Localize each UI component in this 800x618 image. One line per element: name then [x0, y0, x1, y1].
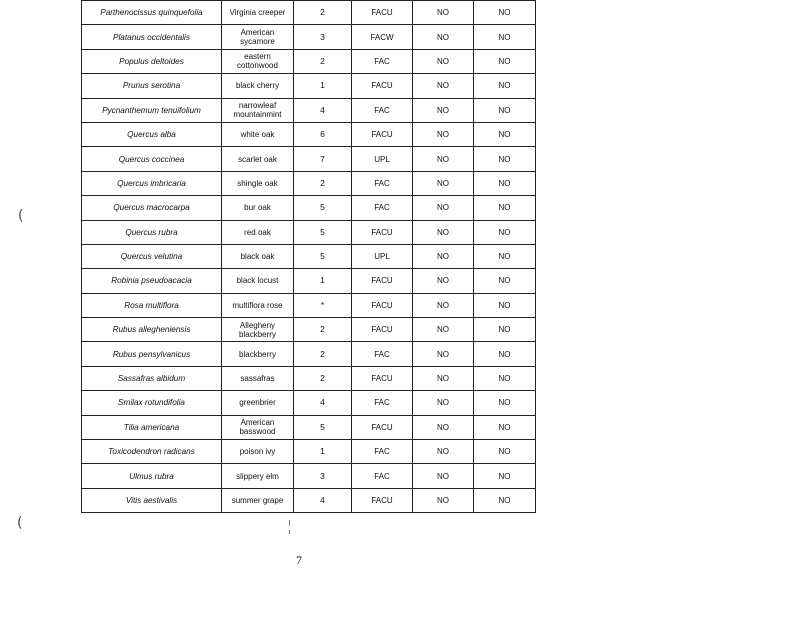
status-cell: NO — [413, 269, 474, 293]
status-cell: NO — [413, 196, 474, 220]
scientific-name-cell: Smilax rotundifolia — [82, 391, 222, 415]
table-row — [82, 25, 536, 49]
status-cell: NO — [413, 488, 474, 512]
status-cell: NO — [474, 220, 536, 244]
status-cell: NO — [474, 122, 536, 146]
table-row — [82, 440, 536, 464]
status-cell: NO — [474, 147, 536, 171]
c-value-cell: 5 — [294, 244, 352, 268]
status-cell: NO — [474, 74, 536, 98]
scientific-name-cell: Rosa multiflora — [82, 293, 222, 317]
scientific-name-cell: Populus deltoides — [82, 49, 222, 73]
table-row — [82, 415, 536, 439]
status-cell: NO — [474, 318, 536, 342]
scientific-name-cell: Tilia americana — [82, 415, 222, 439]
scientific-name-cell: Quercus velutina — [82, 244, 222, 268]
c-value-cell: * — [294, 293, 352, 317]
common-name-cell: sassafras — [222, 366, 294, 390]
status-cell: NO — [413, 220, 474, 244]
c-value-cell: 1 — [294, 269, 352, 293]
scientific-name-cell: Quercus coccinea — [82, 147, 222, 171]
wetland-indicator-cell: FACU — [352, 488, 413, 512]
scientific-name-cell: Ulmus rubra — [82, 464, 222, 488]
status-cell: NO — [413, 25, 474, 49]
status-cell: NO — [474, 366, 536, 390]
table-row — [82, 293, 536, 317]
wetland-indicator-cell: FACU — [352, 1, 413, 25]
c-value-cell: 1 — [294, 74, 352, 98]
scientific-name-cell: Prunus serotina — [82, 74, 222, 98]
status-cell: NO — [413, 293, 474, 317]
status-cell: NO — [413, 342, 474, 366]
scientific-name-cell: Rubus pensylvanicus — [82, 342, 222, 366]
common-name-cell: greenbrier — [222, 391, 294, 415]
status-cell: NO — [474, 196, 536, 220]
table-row — [82, 196, 536, 220]
scientific-name-cell: Robinia pseudoacacia — [82, 269, 222, 293]
wetland-indicator-cell: UPL — [352, 147, 413, 171]
table-row — [82, 171, 536, 195]
status-cell: NO — [474, 415, 536, 439]
common-name-cell: Allegheny blackberry — [222, 318, 294, 342]
common-name-cell: black locust — [222, 269, 294, 293]
table-row — [82, 464, 536, 488]
table-row — [82, 122, 536, 146]
common-name-cell: black cherry — [222, 74, 294, 98]
wetland-indicator-cell: FACU — [352, 269, 413, 293]
c-value-cell: 4 — [294, 98, 352, 122]
table-row — [82, 318, 536, 342]
scientific-name-cell: Parthenocissus quinquefolia — [82, 1, 222, 25]
c-value-cell: 6 — [294, 122, 352, 146]
status-cell: NO — [413, 49, 474, 73]
table-row — [82, 366, 536, 390]
c-value-cell: 5 — [294, 220, 352, 244]
scientific-name-cell: Pycnanthemum tenuifolium — [82, 98, 222, 122]
table-row — [82, 1, 536, 25]
scientific-name-cell: Quercus imbricaria — [82, 171, 222, 195]
common-name-cell: bur oak — [222, 196, 294, 220]
status-cell: NO — [413, 171, 474, 195]
common-name-cell: Virginia creeper — [222, 1, 294, 25]
common-name-cell: narrowleaf mountainmint — [222, 98, 294, 122]
status-cell: NO — [413, 464, 474, 488]
status-cell: NO — [474, 1, 536, 25]
common-name-cell: summer grape — [222, 488, 294, 512]
table-row — [82, 488, 536, 512]
scientific-name-cell: Sassafras albidum — [82, 366, 222, 390]
status-cell: NO — [474, 49, 536, 73]
c-value-cell: 1 — [294, 440, 352, 464]
scan-artifact: ( — [18, 208, 24, 224]
common-name-cell: multiflora rose — [222, 293, 294, 317]
wetland-indicator-cell: FACU — [352, 122, 413, 146]
status-cell: NO — [413, 147, 474, 171]
page-number: 7 — [296, 553, 302, 567]
status-cell: NO — [474, 391, 536, 415]
c-value-cell: 2 — [294, 366, 352, 390]
table-row — [82, 220, 536, 244]
wetland-indicator-cell: FAC — [352, 98, 413, 122]
c-value-cell: 5 — [294, 415, 352, 439]
common-name-cell: American basswood — [222, 415, 294, 439]
scientific-name-cell: Platanus occidentalis — [82, 25, 222, 49]
wetland-indicator-cell: FAC — [352, 440, 413, 464]
wetland-indicator-cell: FAC — [352, 342, 413, 366]
common-name-cell: scarlet oak — [222, 147, 294, 171]
table-row — [82, 74, 536, 98]
status-cell: NO — [413, 318, 474, 342]
common-name-cell: American sycamore — [222, 25, 294, 49]
c-value-cell: 2 — [294, 171, 352, 195]
table-row — [82, 147, 536, 171]
status-cell: NO — [474, 25, 536, 49]
table-row — [82, 98, 536, 122]
c-value-cell: 4 — [294, 488, 352, 512]
status-cell: NO — [474, 488, 536, 512]
status-cell: NO — [474, 342, 536, 366]
status-cell: NO — [474, 464, 536, 488]
status-cell: NO — [413, 415, 474, 439]
c-value-cell: 5 — [294, 196, 352, 220]
wetland-indicator-cell: UPL — [352, 244, 413, 268]
status-cell: NO — [474, 440, 536, 464]
c-value-cell: 7 — [294, 147, 352, 171]
status-cell: NO — [474, 269, 536, 293]
common-name-cell: black oak — [222, 244, 294, 268]
scientific-name-cell: Toxicodendron radicans — [82, 440, 222, 464]
common-name-cell: poison ivy — [222, 440, 294, 464]
scan-artifact: ( — [17, 515, 23, 531]
status-cell: NO — [413, 98, 474, 122]
table-row — [82, 244, 536, 268]
status-cell: NO — [413, 440, 474, 464]
c-value-cell: 4 — [294, 391, 352, 415]
common-name-cell: blackberry — [222, 342, 294, 366]
status-cell: NO — [474, 171, 536, 195]
c-value-cell: 2 — [294, 318, 352, 342]
wetland-indicator-cell: FAC — [352, 391, 413, 415]
status-cell: NO — [474, 244, 536, 268]
table-row — [82, 49, 536, 73]
common-name-cell: white oak — [222, 122, 294, 146]
wetland-indicator-cell: FACU — [352, 293, 413, 317]
c-value-cell: 3 — [294, 25, 352, 49]
c-value-cell: 2 — [294, 342, 352, 366]
status-cell: NO — [413, 122, 474, 146]
c-value-cell: 2 — [294, 49, 352, 73]
common-name-cell: shingle oak — [222, 171, 294, 195]
c-value-cell: 3 — [294, 464, 352, 488]
wetland-indicator-cell: FACU — [352, 366, 413, 390]
wetland-indicator-cell: FAC — [352, 49, 413, 73]
scientific-name-cell: Rubus allegheniensis — [82, 318, 222, 342]
scientific-name-cell: Quercus alba — [82, 122, 222, 146]
table-row — [82, 342, 536, 366]
common-name-cell: slippery elm — [222, 464, 294, 488]
status-cell: NO — [413, 244, 474, 268]
scientific-name-cell: Quercus macrocarpa — [82, 196, 222, 220]
plant-species-table — [81, 0, 536, 513]
scientific-name-cell: Vitis aestivalis — [82, 488, 222, 512]
wetland-indicator-cell: FAC — [352, 196, 413, 220]
status-cell: NO — [474, 293, 536, 317]
scan-mark — [289, 530, 290, 534]
table-row — [82, 391, 536, 415]
status-cell: NO — [413, 366, 474, 390]
wetland-indicator-cell: FACU — [352, 415, 413, 439]
wetland-indicator-cell: FACU — [352, 220, 413, 244]
scientific-name-cell: Quercus rubra — [82, 220, 222, 244]
table-row — [82, 269, 536, 293]
wetland-indicator-cell: FAC — [352, 171, 413, 195]
wetland-indicator-cell: FAC — [352, 464, 413, 488]
status-cell: NO — [413, 74, 474, 98]
status-cell: NO — [413, 1, 474, 25]
wetland-indicator-cell: FACU — [352, 74, 413, 98]
wetland-indicator-cell: FACW — [352, 25, 413, 49]
scan-mark — [289, 520, 290, 526]
status-cell: NO — [474, 98, 536, 122]
wetland-indicator-cell: FACU — [352, 318, 413, 342]
common-name-cell: eastern cottonwood — [222, 49, 294, 73]
c-value-cell: 2 — [294, 1, 352, 25]
status-cell: NO — [413, 391, 474, 415]
common-name-cell: red oak — [222, 220, 294, 244]
